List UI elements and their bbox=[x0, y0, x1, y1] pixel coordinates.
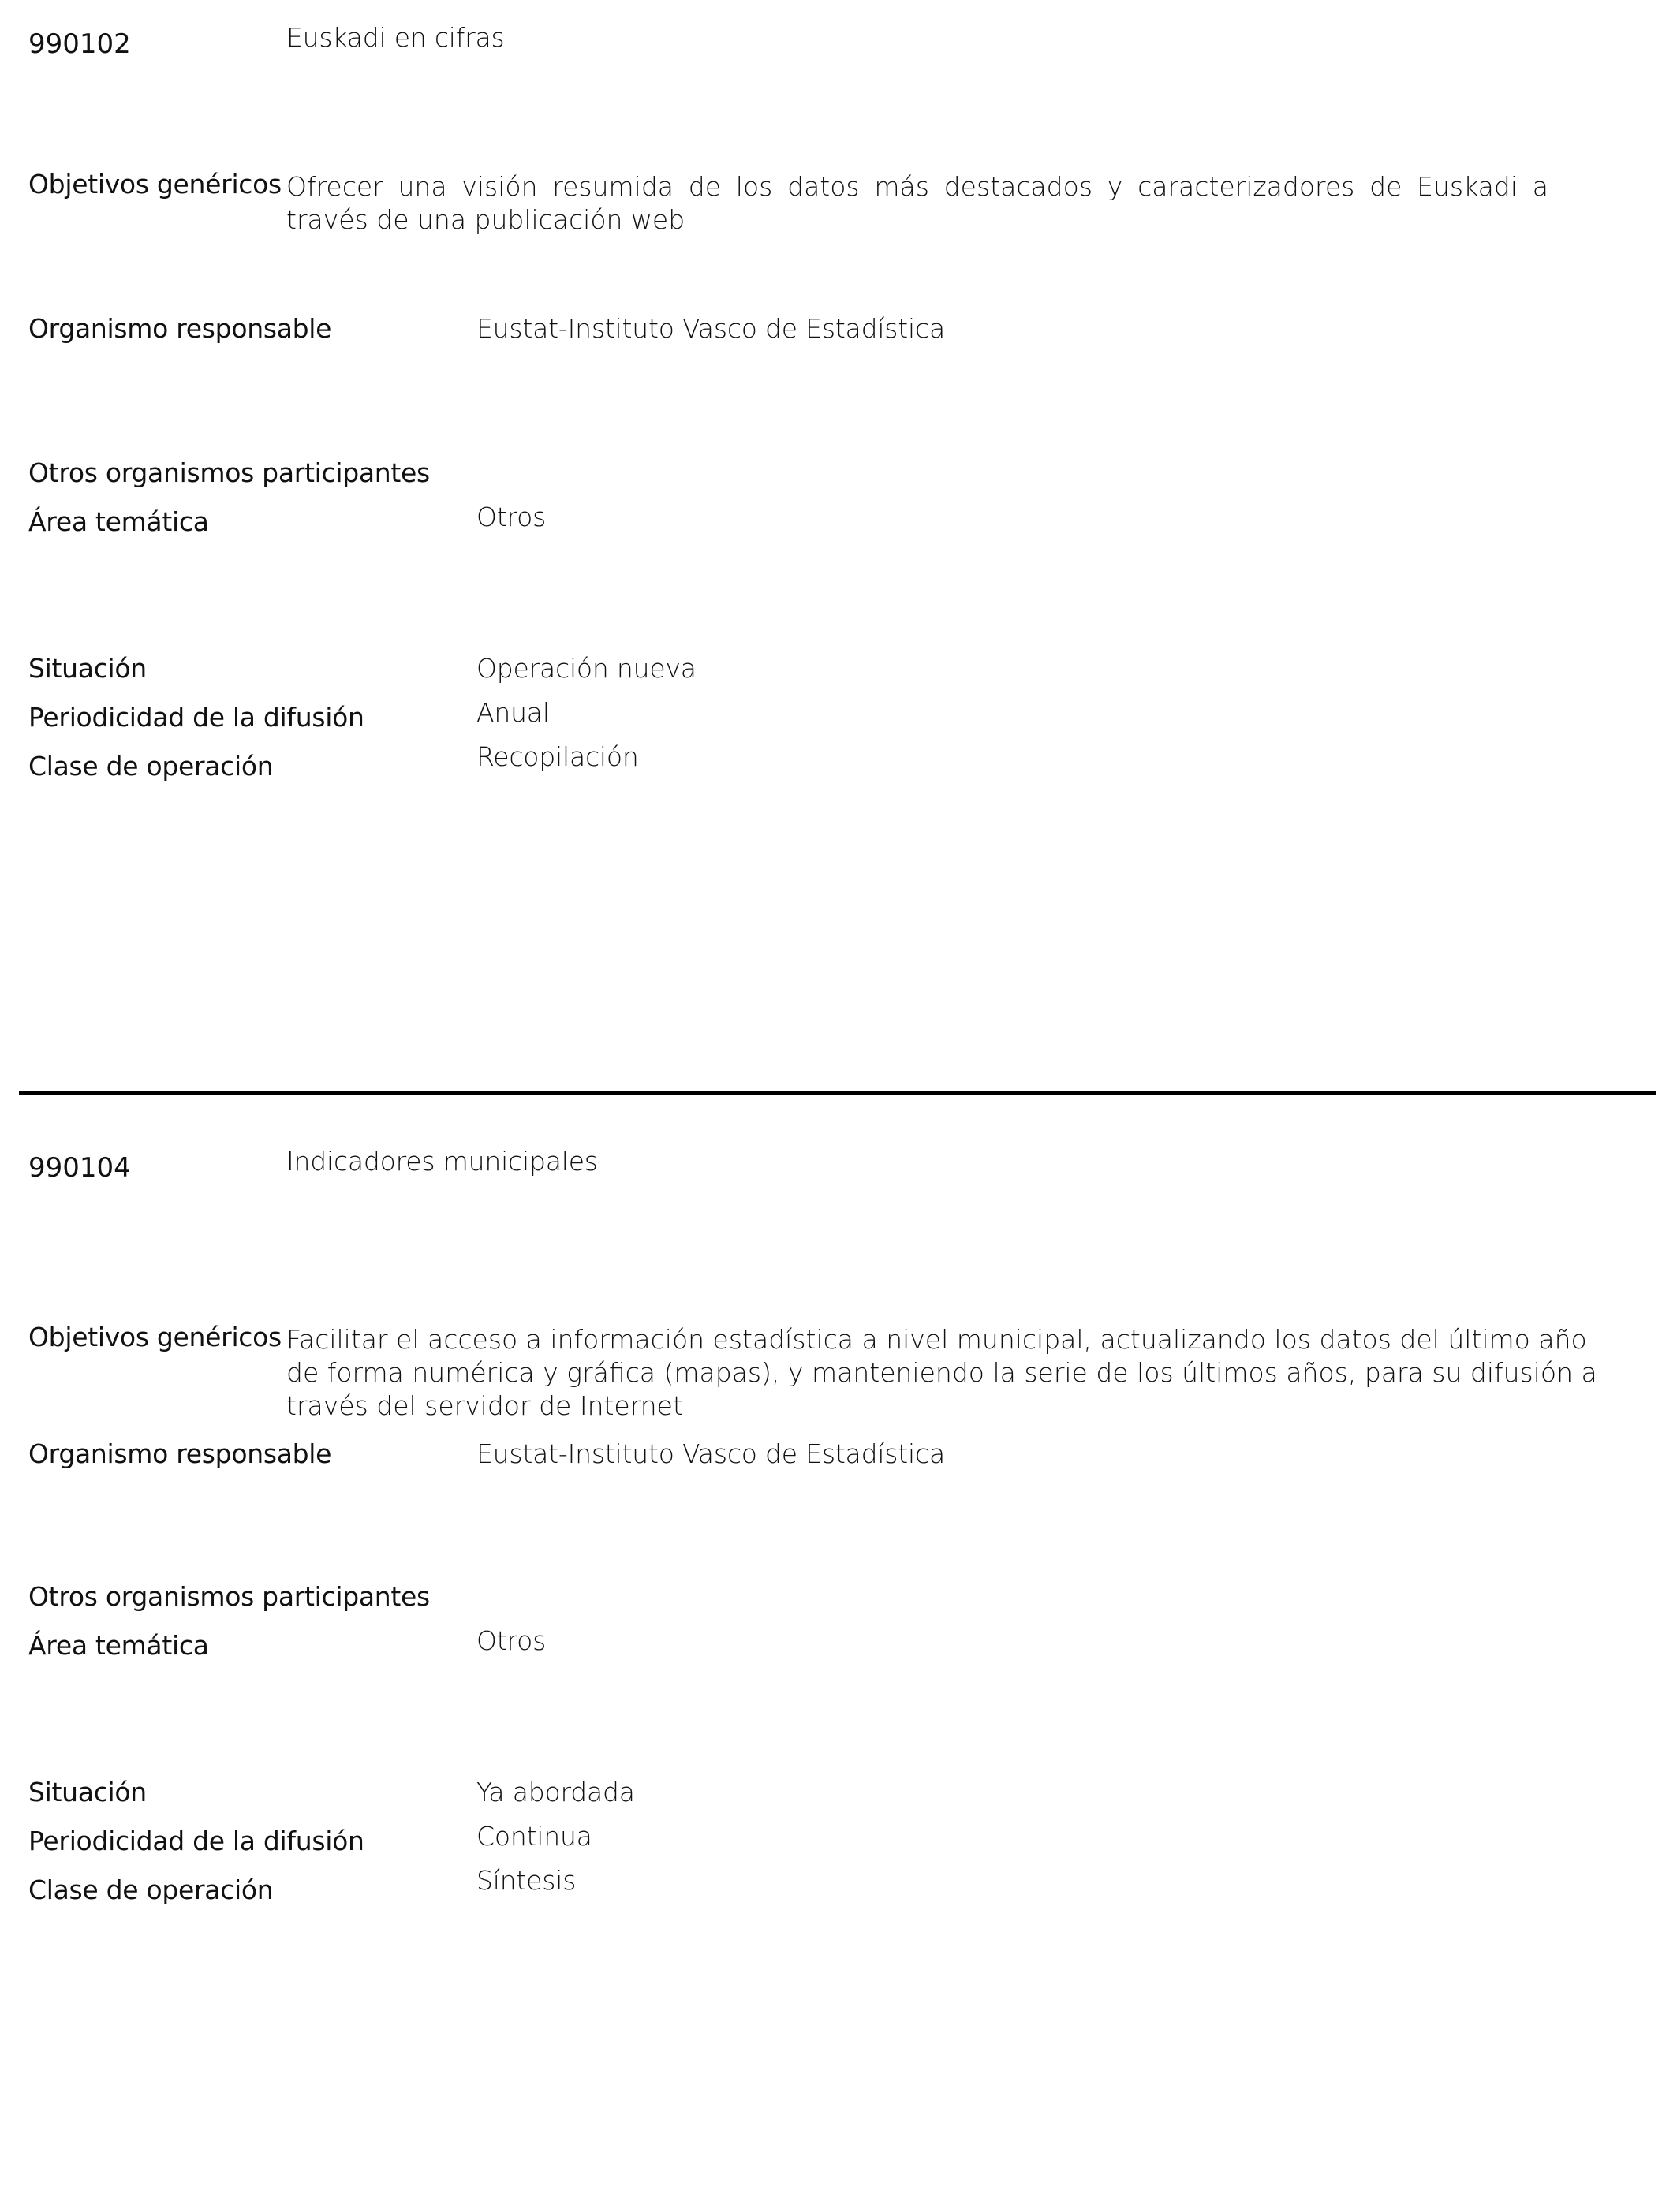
area-value: Otros bbox=[476, 1625, 547, 1656]
operation-code: 990104 bbox=[28, 1152, 131, 1184]
situacion-value: Operación nueva bbox=[476, 653, 697, 684]
area-label: Área temática bbox=[28, 506, 209, 537]
organismo-value: Eustat-Instituto Vasco de Estadística bbox=[476, 1438, 945, 1469]
periodicidad-value: Anual bbox=[476, 697, 550, 728]
operation-name: Indicadores municipales bbox=[286, 1146, 598, 1177]
objetivos-text: Facilitar el acceso a información estadística a nivel municipal, actualizando los datos del último año de forma numérica y gráfica (mapas), y manteniendo la serie de los últimos años, para su difusión a través del servidor de Internet bbox=[286, 1324, 1597, 1421]
operation-code: 990102 bbox=[28, 28, 131, 60]
otros-organismos-label: Otros organismos participantes bbox=[28, 1581, 430, 1612]
organismo-label: Organismo responsable bbox=[28, 313, 332, 344]
objetivos-label: Objetivos genéricos bbox=[28, 169, 282, 200]
clase-value: Recopilación bbox=[476, 741, 639, 772]
area-value: Otros bbox=[476, 502, 547, 532]
otros-organismos-label: Otros organismos participantes bbox=[28, 457, 430, 488]
operation-name: Euskadi en cifras bbox=[286, 22, 505, 53]
clase-label: Clase de operación bbox=[28, 751, 274, 781]
periodicidad-label: Periodicidad de la difusión bbox=[28, 1826, 364, 1856]
situacion-value: Ya abordada bbox=[476, 1777, 635, 1807]
area-label: Área temática bbox=[28, 1630, 209, 1661]
situacion-label: Situación bbox=[28, 653, 147, 684]
clase-value: Síntesis bbox=[476, 1865, 577, 1896]
objetivos-text: Ofrecer una visión resumida de los datos más destacados y caracterizadores de Euskadi a través de una publicación web bbox=[286, 171, 1548, 235]
organismo-label: Organismo responsable bbox=[28, 1438, 332, 1469]
periodicidad-value: Continua bbox=[476, 1821, 592, 1852]
situacion-label: Situación bbox=[28, 1777, 147, 1807]
operation-record bbox=[0, 0, 1677, 1088]
clase-label: Clase de operación bbox=[28, 1874, 274, 1905]
record-divider bbox=[19, 1091, 1656, 1095]
objetivos-label: Objetivos genéricos bbox=[28, 1322, 282, 1352]
organismo-value: Eustat-Instituto Vasco de Estadística bbox=[476, 313, 945, 344]
operation-record bbox=[0, 1124, 1677, 2212]
periodicidad-label: Periodicidad de la difusión bbox=[28, 702, 364, 733]
